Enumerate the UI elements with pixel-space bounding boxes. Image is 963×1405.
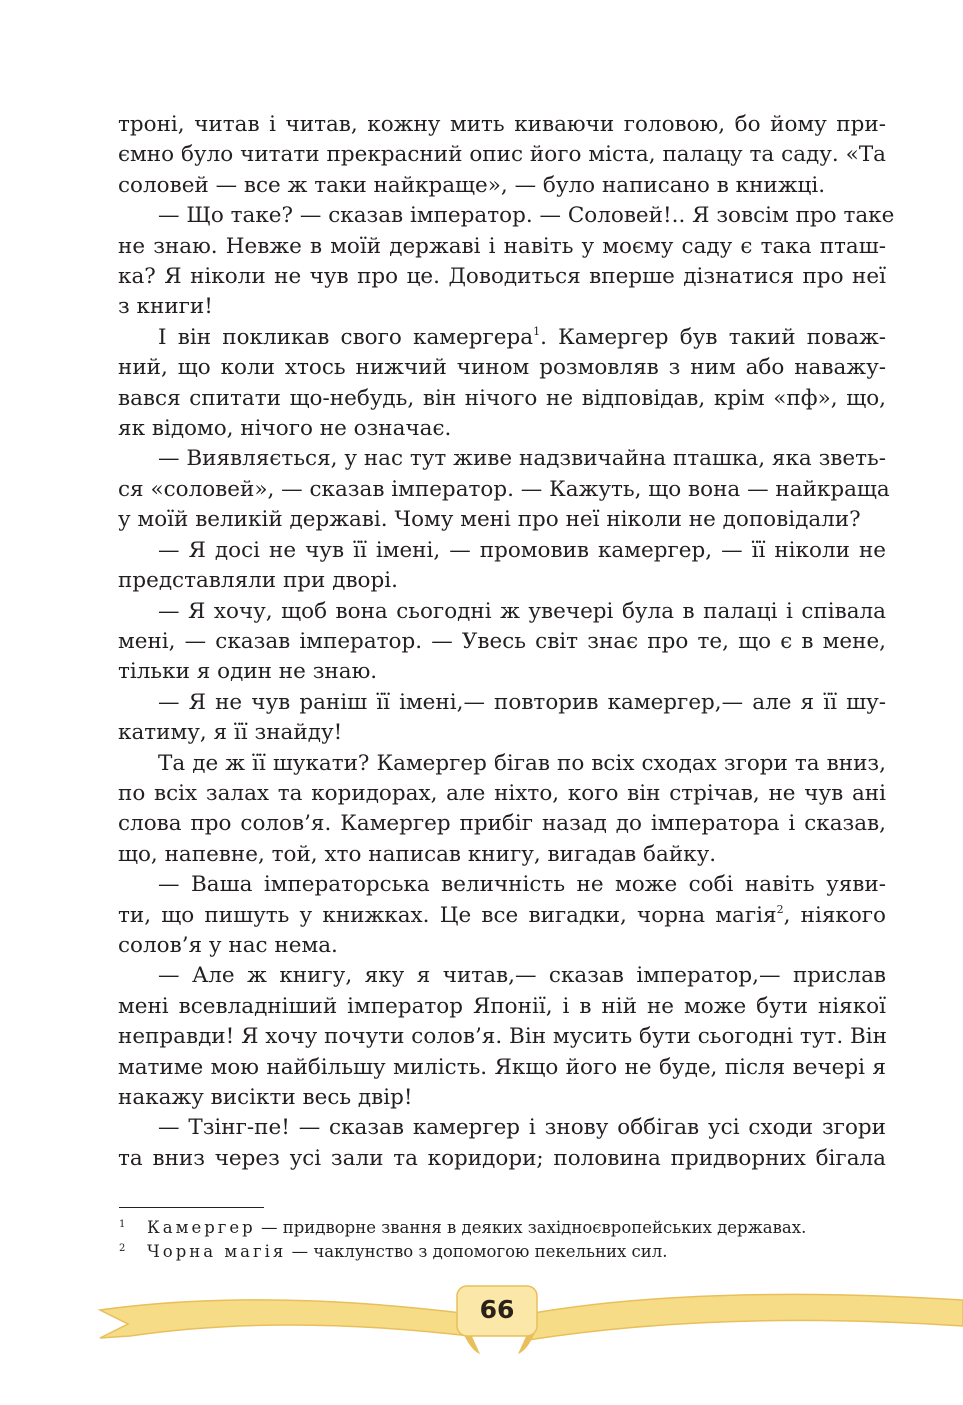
footnote-number: 2	[119, 1243, 126, 1254]
text-line: — Тзінг-пе! — сказав камергер і знову оббігав усі сходи згори	[158, 1115, 886, 1141]
text-line: слова про солов’я. Камергер прибіг назад до імператора і сказав,	[118, 811, 886, 837]
text-line: катиму, я її знайду!	[118, 720, 343, 746]
text-line: — Я хочу, щоб вона сьогодні ж увечері була в палаці і співала	[158, 598, 886, 624]
text-line: матиме мою найбільшу милість. Якщо його не буде, після вечері я	[118, 1054, 886, 1080]
text-line: — Що таке? — сказав імператор. — Соловей!.. Я зовсім про таке	[158, 203, 895, 229]
text-line: мені всевладніший імператор Японії, і в ній не може бути ніякої	[118, 993, 886, 1019]
text-line: як відомо, нічого не означає.	[118, 416, 452, 442]
text-line: неправди! Я хочу почути солов’я. Він мусить бути сьогодні тут. Він	[118, 1024, 887, 1050]
footnote-2	[119, 1238, 889, 1263]
text-line: ємно було читати прекрасний опис його міста, палацу та саду. «Та	[118, 142, 886, 168]
text-line: з книги!	[118, 294, 213, 320]
text-line: — Я не чув раніш її імені,— повторив камергер,— але я її шу-	[158, 689, 886, 715]
footnote-ref: 2	[776, 902, 784, 916]
text-line: по всіх залах та коридорах, але ніхто, кого він стрічав, не чув ані	[118, 780, 886, 806]
text-line: накажу висікти весь двір!	[118, 1085, 413, 1110]
ribbon-left	[100, 1300, 470, 1338]
text-segment: ти, що пишуть у книжках. Це все вигадки, чорна магія	[118, 902, 777, 928]
text-segment: І він покликав свого камергера	[158, 324, 534, 350]
footnote-ref: 1	[533, 324, 541, 338]
text-line: не знаю. Невже в моїй державі і навіть у моєму саду є така пташ-	[118, 233, 886, 259]
text-line: — Я досі не чув її імені, — промовив камергер, — її ніколи не	[158, 537, 886, 563]
text-line: тільки я один не знаю.	[118, 659, 378, 685]
text-line: вався спитати що-небудь, він нічого не відповідав, крім «пф», що,	[118, 385, 886, 411]
text-line: троні, читав і читав, кожну мить киваючи головою, бо йому при-	[118, 112, 886, 137]
text-line: соловей — все ж таки найкраще», — було написано в книжці.	[118, 172, 826, 198]
ribbon-right	[528, 1294, 963, 1340]
main-text	[118, 110, 895, 1174]
page-number: 66	[479, 1295, 515, 1324]
text-line: ка? Я ніколи не чув про це. Доводиться вперше дізнатися про неї	[118, 264, 886, 290]
text-line	[118, 901, 886, 931]
footnote-term: Камергер	[147, 1218, 256, 1237]
text-line: що, напевне, той, хто написав книгу, вигадав байку.	[118, 841, 717, 867]
text-line: — Ваша імператорська величність не може собі навіть уяви-	[158, 872, 886, 898]
footnote-divider	[119, 1207, 264, 1208]
text-line: у моїй великій державі. Чому мені про неї ніколи не доповідали?	[118, 507, 861, 533]
text-line: мені, — сказав імператор. — Увесь світ знає про те, що є в мене,	[118, 628, 886, 654]
footnote-text: — чаклунство з допомогою пекельних сил.	[286, 1242, 668, 1261]
text-segment: . Камергер був такий поваж-	[540, 324, 886, 350]
footnote-1	[119, 1214, 889, 1239]
text-line: солов’я у нас нема.	[118, 932, 338, 958]
text-line: — Але ж книгу, яку я читав,— сказав імператор,— прислав	[158, 963, 886, 989]
text-segment: , ніякого	[783, 902, 887, 928]
text-line: ний, що коли хтось нижчий чином розмовляв з ним або наважу-	[118, 355, 886, 381]
footnote-text: — придворне звання в деяких західноєвропейських державах.	[255, 1218, 807, 1237]
text-line: ся «соловей», — сказав імператор. — Кажуть, що вона — найкраща	[118, 476, 890, 502]
text-line: представляли при дворі.	[118, 568, 398, 594]
footnote-number: 1	[119, 1219, 126, 1230]
text-line	[118, 323, 886, 353]
text-line: та вниз через усі зали та коридори; половина придворних бігала	[118, 1145, 886, 1171]
text-line: Та де ж її шукати? Камергер бігав по всіх сходах згори та вниз,	[158, 750, 886, 776]
text-line: — Виявляється, у нас тут живе надзвичайна пташка, яка зветь-	[158, 446, 886, 472]
footnote-term: Чорна магія	[147, 1242, 287, 1261]
